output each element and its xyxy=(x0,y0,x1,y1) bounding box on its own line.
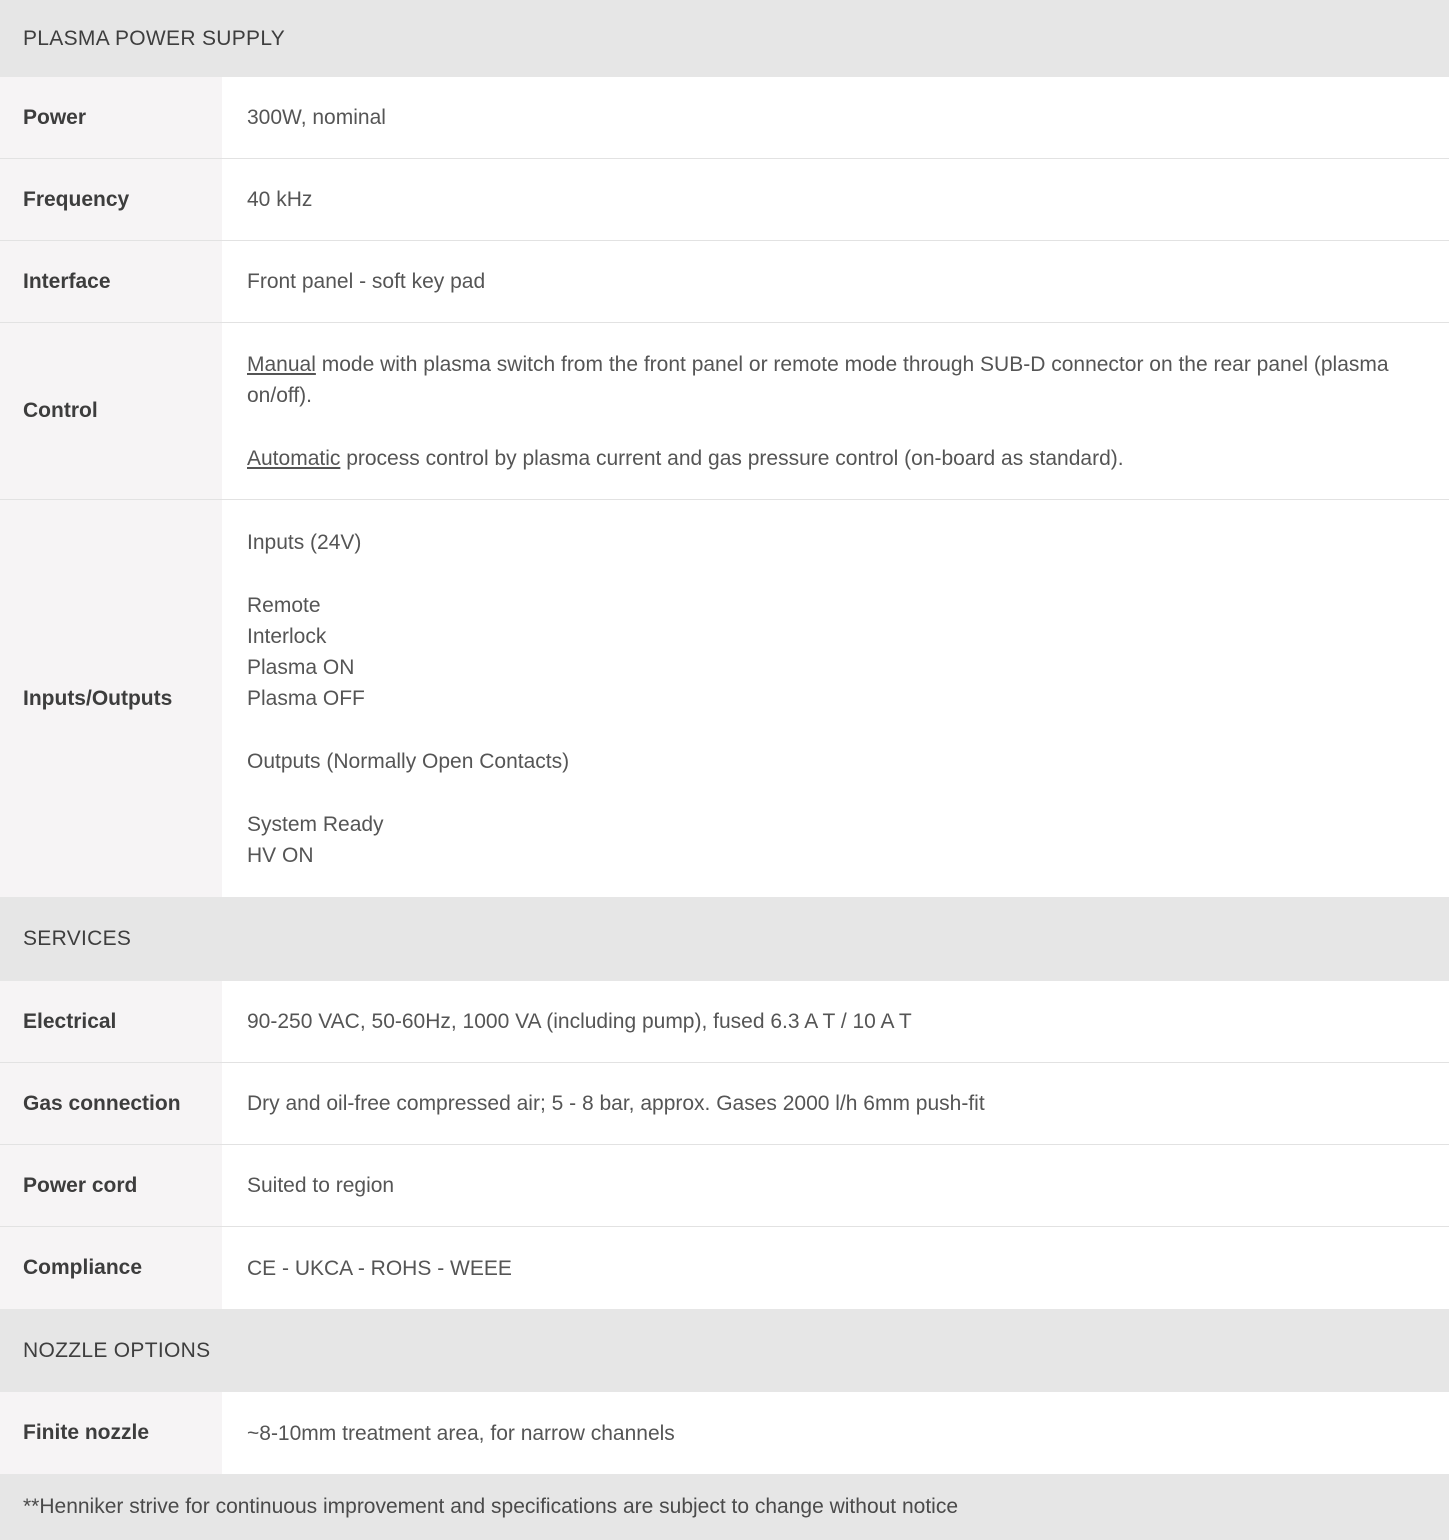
spec-label: Inputs/Outputs xyxy=(0,500,222,897)
input-item: Plasma ON xyxy=(247,655,355,679)
spec-value xyxy=(222,1227,1449,1309)
section-header-nozzle-options: NOZZLE OPTIONS xyxy=(0,1309,1449,1392)
section-header-plasma-power-supply: PLASMA POWER SUPPLY xyxy=(0,0,1449,77)
manual-text: mode with plasma switch from the front panel or remote mode through SUB-D connector on the rear panel (plasma on/off). xyxy=(247,352,1389,407)
spec-row-control xyxy=(0,323,1449,500)
control-manual-paragraph xyxy=(247,349,1419,411)
spec-value-text: Suited to region xyxy=(247,1174,395,1197)
spec-value xyxy=(222,1145,1449,1226)
spec-row-finite-nozzle xyxy=(0,1392,1449,1474)
spec-row-frequency xyxy=(0,159,1449,241)
spec-value xyxy=(222,77,1449,158)
spec-label: Gas connection xyxy=(0,1063,222,1144)
input-item: Remote xyxy=(247,593,321,617)
spec-value xyxy=(222,1392,1449,1474)
spec-value xyxy=(222,323,1449,499)
spec-row-compliance xyxy=(0,1227,1449,1309)
footnote: **Henniker strive for continuous improvement and specifications are subject to change without notice xyxy=(0,1474,1449,1540)
spec-row-inputs-outputs xyxy=(0,500,1449,897)
spec-label: Interface xyxy=(0,241,222,322)
spec-value-text: Dry and oil-free compressed air; 5 - 8 bar, approx. Gases 2000 l/h 6mm push-fit xyxy=(247,1092,985,1115)
manual-link[interactable]: Manual xyxy=(247,352,316,376)
spec-row-electrical xyxy=(0,981,1449,1063)
input-item: Interlock xyxy=(247,624,327,648)
spec-value xyxy=(222,159,1449,240)
spec-value xyxy=(222,981,1449,1062)
paragraph-gap xyxy=(247,714,1419,746)
spec-row-gas-connection xyxy=(0,1063,1449,1145)
paragraph-gap xyxy=(247,777,1419,809)
spec-label: Power cord xyxy=(0,1145,222,1226)
section-header-services: SERVICES xyxy=(0,897,1449,981)
spec-value-text: CE - UKCA - ROHS - WEEE xyxy=(247,1256,512,1280)
output-item: HV ON xyxy=(247,843,314,867)
inputs-heading: Inputs (24V) xyxy=(247,530,362,554)
spec-label: Frequency xyxy=(0,159,222,240)
spec-value xyxy=(222,241,1449,322)
spec-row-interface xyxy=(0,241,1449,323)
spec-value xyxy=(222,1063,1449,1144)
spec-value-text: ~8-10mm treatment area, for narrow channels xyxy=(247,1421,675,1445)
spec-value-text: 40 kHz xyxy=(247,188,313,211)
control-automatic-paragraph xyxy=(247,443,1419,474)
spec-label: Finite nozzle xyxy=(0,1392,222,1474)
spec-label: Power xyxy=(0,77,222,158)
spec-value-text: Front panel - soft key pad xyxy=(247,270,486,293)
spec-row-power-cord xyxy=(0,1145,1449,1227)
spec-value-text: 300W, nominal xyxy=(247,106,386,129)
spec-label: Control xyxy=(0,323,222,499)
automatic-text: process control by plasma current and gas pressure control (on-board as standard). xyxy=(340,446,1124,470)
spec-row-power xyxy=(0,77,1449,159)
spec-label: Compliance xyxy=(0,1227,222,1309)
outputs-heading: Outputs (Normally Open Contacts) xyxy=(247,749,570,773)
spec-value-text: 90-250 VAC, 50-60Hz, 1000 VA (including pump), fused 6.3 A T / 10 A T xyxy=(247,1010,912,1033)
automatic-link[interactable]: Automatic xyxy=(247,446,341,470)
spec-value xyxy=(222,500,1449,897)
paragraph-gap xyxy=(247,411,1419,443)
paragraph-gap xyxy=(247,558,1419,590)
output-item: System Ready xyxy=(247,812,384,836)
input-item: Plasma OFF xyxy=(247,686,365,710)
spec-label: Electrical xyxy=(0,981,222,1062)
